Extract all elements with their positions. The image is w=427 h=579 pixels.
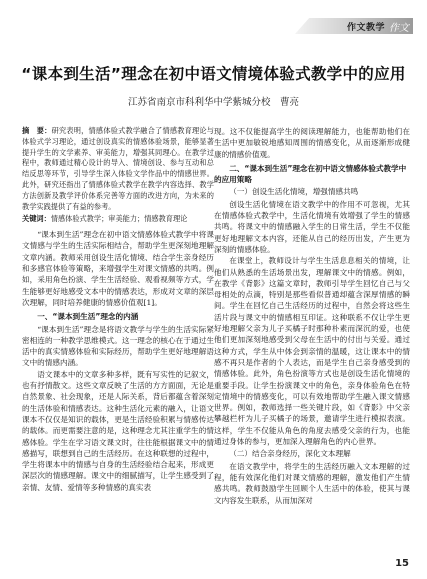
page-number: 15: [395, 558, 409, 569]
paragraph: 创设生活化情境在语文教学中的作用不可忽视，尤其在情感体验式教学中，生活化情境有效增强了学生的情感共鸣。将课文中的情感融入学生的日常生活，学生不仅能更好地理解文本内容，还能从自己的经历出发，产生更为深刻的情感体验。: [214, 199, 410, 254]
section-heading: 一、“课本到生活”理念的内涵: [37, 312, 139, 322]
section-heading: 二、“课本到生活”理念在初中语文情感体验式教学中的应用策略: [214, 163, 407, 185]
keywords-label: 关键词：: [22, 214, 51, 224]
abstract-label: 摘 要：: [22, 126, 52, 135]
banner-section-label: 作文教学: [346, 23, 385, 33]
article-author: 江苏省南京市科利华中学紫城分校 曹亮: [127, 97, 299, 108]
paragraph: 现。这不仅能提高学生的阅读理解能力，也能帮助他们在生活中更加敏锐地感知周围的情感变化，从而逐渐形成健康的情感价值观。: [214, 127, 410, 159]
paragraph: 在语文教学中，将学生的生活经历融入文本理解的过程，能有效深化他们对课文情感的理解，激发他们产生情感共鸣。教师鼓励学生回顾个人生活中的体验，使其与课文内容发生联系，从而加深对: [214, 461, 410, 505]
article-title: “课本到生活”理念在初中语文情境体验式教学中的应用: [21, 65, 406, 83]
paragraph: 语文课本中的文章多种多样，既有写实性的记叙文，也有抒情散文。这些文章反映了生活的方方面面，无论是自然景象、社会现象，还是人际关系，背后都蕴含着深刻的生活体验和情感表达。这种生活化元素的融入，让语文课本不仅仅是知识的载体，更是生活经验积累与情感传达的载体。而更需要注意的是，这种理念尤其注重学生的情感体验。学生在学习语文课文时，往往能根据课文中的情感描写，联想到自己的生活经历。在这种联想的过程中，学生将课本中的情感与自身的生活经验结合起来，形成更深层次的情感理解。课文中的细腻描写，让学生感受到了亲情、友情、爱情等多种情感的真实表: [22, 369, 214, 492]
banner-section-art: 作文: [389, 23, 409, 34]
subsection-heading: （一）创设生活化情境，增强情感共鸣: [229, 187, 359, 197]
paragraph: “课本到生活”理念是将语文教学与学生的生活实际紧密相连的一种教学思维模式。这一理念的核心在于通过生活中的真实情感体验和实际经历，帮助学生更好地理解语文中的情感内涵。: [22, 324, 214, 368]
paragraph: 在课堂上，教师设计与学生生活息息相关的情境，让他们从熟悉的生活场景出发，理解课文中的情感。例如，在教学《背影》这篇文章时，教师引导学生回忆自己与父母相处的点滴，特别是那些看似普通却蕴含深厚情感的瞬间。学生在回忆自己生活经历的过程中，自然会将这些生活片段与课文中的情感相互印证。这种联系不仅让学生更好地理解父亲为儿子买橘子时那种朴素而深沉的爱，也使他们更加深刻地感受到父母在生活中的付出与关爱。通过这种方式，学生从中体会到亲情的温暖，这让课本中的情感不再只是作者的个人表达，而是学生自己亲身感受到的情感体验。此外，角色扮演等方式也是创设生活化情境的重要手段。让学生扮演课文中的角色，亲身体验角色在特定情境中的情感变化，可以有效地帮助学生融入课文情感世界。例如，教师选择一些关键片段，如《背影》中父亲攀越栏杆为儿子买橘子的场景，邀请学生进行模拟表演。这样，学生不仅能从角色的角度去感受父亲的行为，也能通过身体的参与，更加深入理解角色的内心世界。: [214, 256, 410, 447]
section-banner: [295, 18, 413, 34]
paragraph: “课本到生活”理念在初中语文情感体验式教学中将课文情感与学生的生活实际相结合，帮助学生更深刻地理解文章内涵。教师采用创设生活化情境、结合学生亲身经历和多感官体验等策略，来增强学生对课文情感的共鸣。例如，采用角色扮演、学生生活经验、观看视频等方式，学生能够更好地感受文本中的情感表达，形成对文章的深层次理解，同时培养健康的情感价值观[1]。: [22, 230, 214, 307]
left-column: [22, 126, 214, 493]
subsection-heading: （二）结合亲身经历，深化文本理解: [229, 449, 351, 459]
abstract: [22, 126, 214, 212]
abstract-text: 研究表明，情感体验式教学融合了情感教育理论与体验式学习理论，通过创设真实的情感体验场景，能够显著提升学生的文学素养、审美能力，增强其同理心。在教学过程中，教师通过精心设计的导入、情境创设、参与互动和总结反思等环节，引导学生深入体验文学作品中的情感世界。此外，研究还指出了情感体验式教学在教学内容选择、教学方法创新及教学评价体系完善等方面的改进方向，为未来的教学实践提供了有益的参考。: [22, 126, 214, 211]
keywords: [22, 214, 214, 225]
right-column: [214, 126, 410, 506]
keywords-text: 情感体验式教学；审美能力；情感教育理论: [50, 214, 188, 224]
